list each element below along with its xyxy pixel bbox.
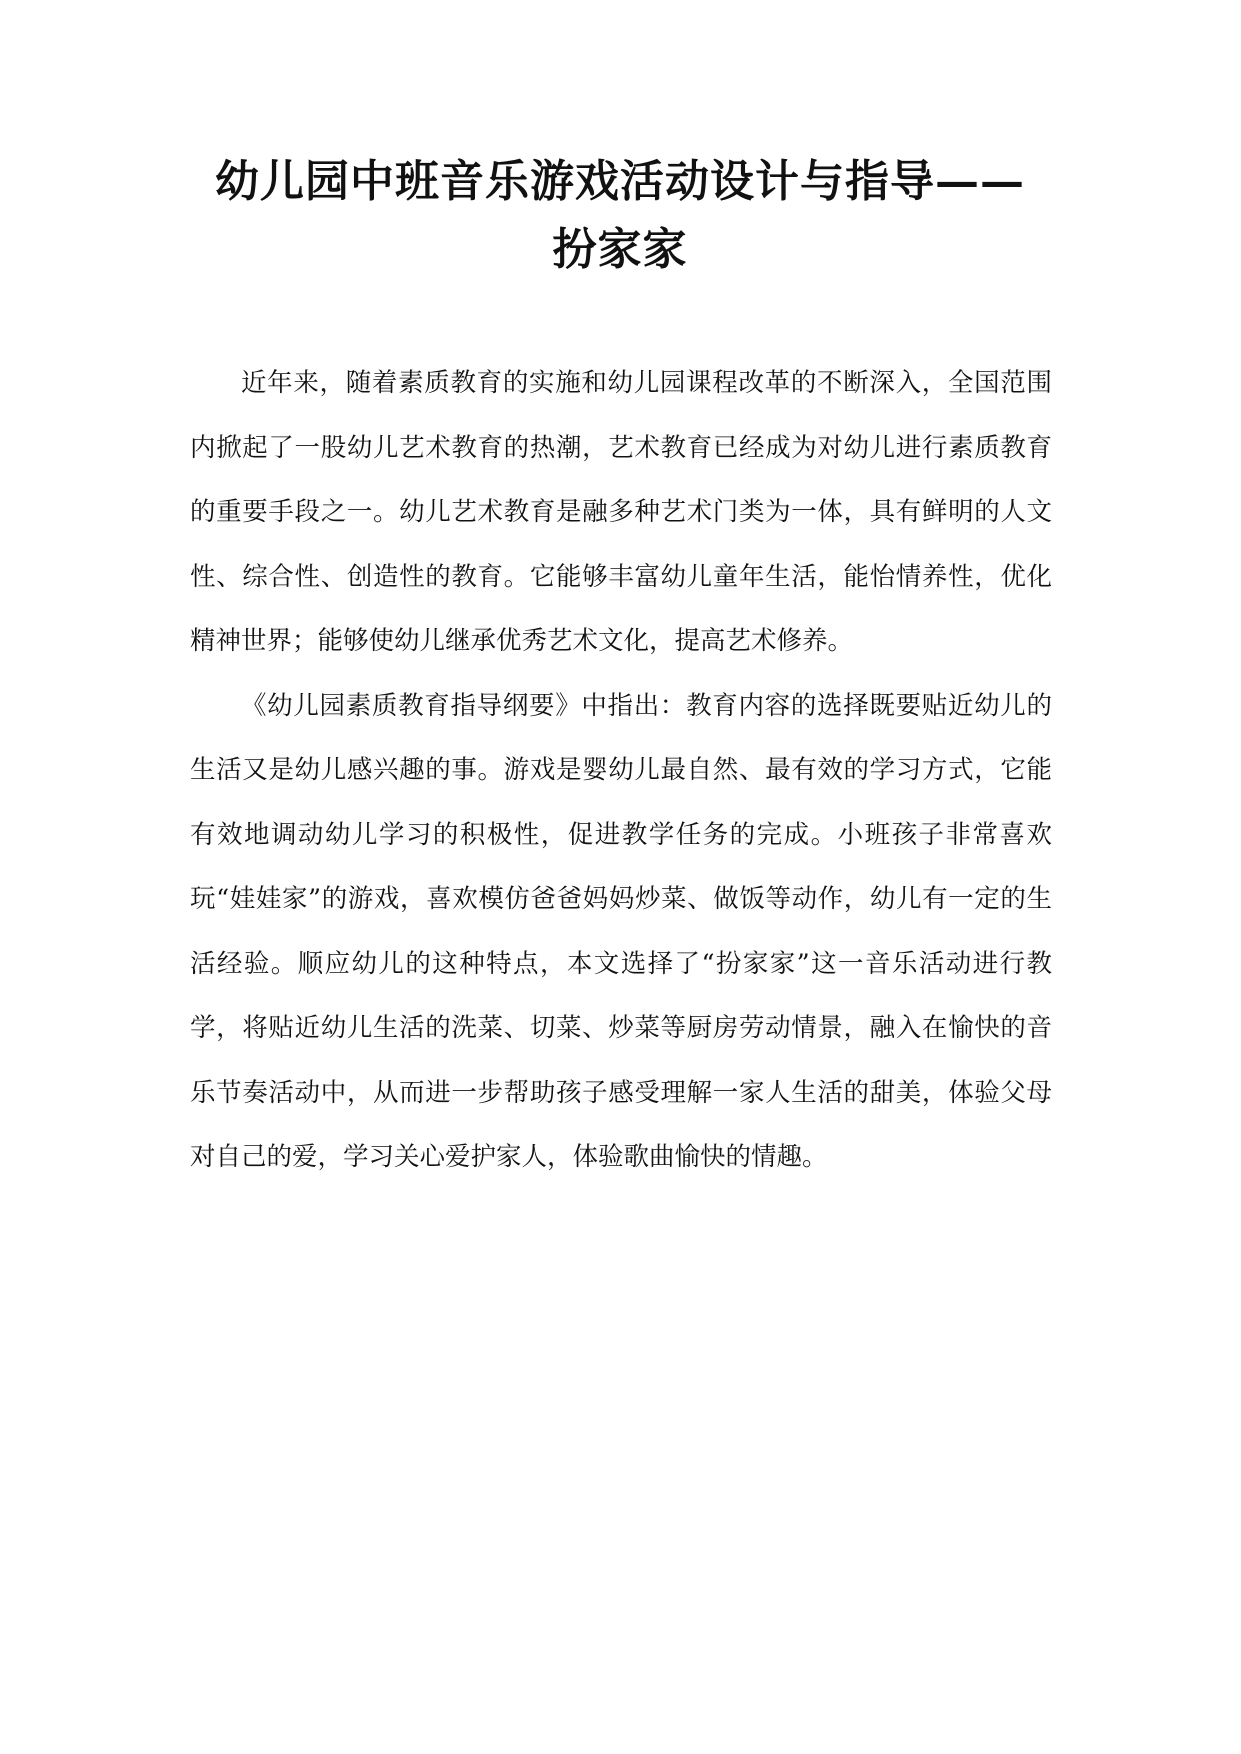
document-body	[190, 351, 1052, 1190]
document-title	[180, 148, 1060, 284]
title-line-2: 扮家家	[552, 224, 688, 275]
title-line-1: 幼儿园中班音乐游戏活动设计与指导——	[215, 156, 1025, 207]
paragraph-2: 《幼儿园素质教育指导纲要》中指出：教育内容的选择既要贴近幼儿的生活又是幼儿感兴趣的事。游戏是婴幼儿最自然、最有效的学习方式，它能有效地调动幼儿学习的积极性，促进教学任务的完成。小班孩子非常喜欢玩“娃娃家”的游戏，喜欢模仿爸爸妈妈炒菜、做饭等动作，幼儿有一定的生活经验。顺应幼儿的这种特点，本文选择了“扮家家”这一音乐活动进行教学，将贴近幼儿生活的洗菜、切菜、炒菜等厨房劳动情景，融入在愉快的音乐节奏活动中，从而进一步帮助孩子感受理解一家人生活的甜美，体验父母对自己的爱，学习关心爱护家人，体验歌曲愉快的情趣。	[190, 690, 1052, 1172]
paragraph-1: 近年来，随着素质教育的实施和幼儿园课程改革的不断深入，全国范围内掀起了一股幼儿艺术教育的热潮，艺术教育已经成为对幼儿进行素质教育的重要手段之一。幼儿艺术教育是融多种艺术门类为一体，具有鲜明的人文性、综合性、创造性的教育。它能够丰富幼儿童年生活，能怡情养性，优化精神世界；能够使幼儿继承优秀艺术文化，提高艺术修养。	[190, 368, 1052, 656]
